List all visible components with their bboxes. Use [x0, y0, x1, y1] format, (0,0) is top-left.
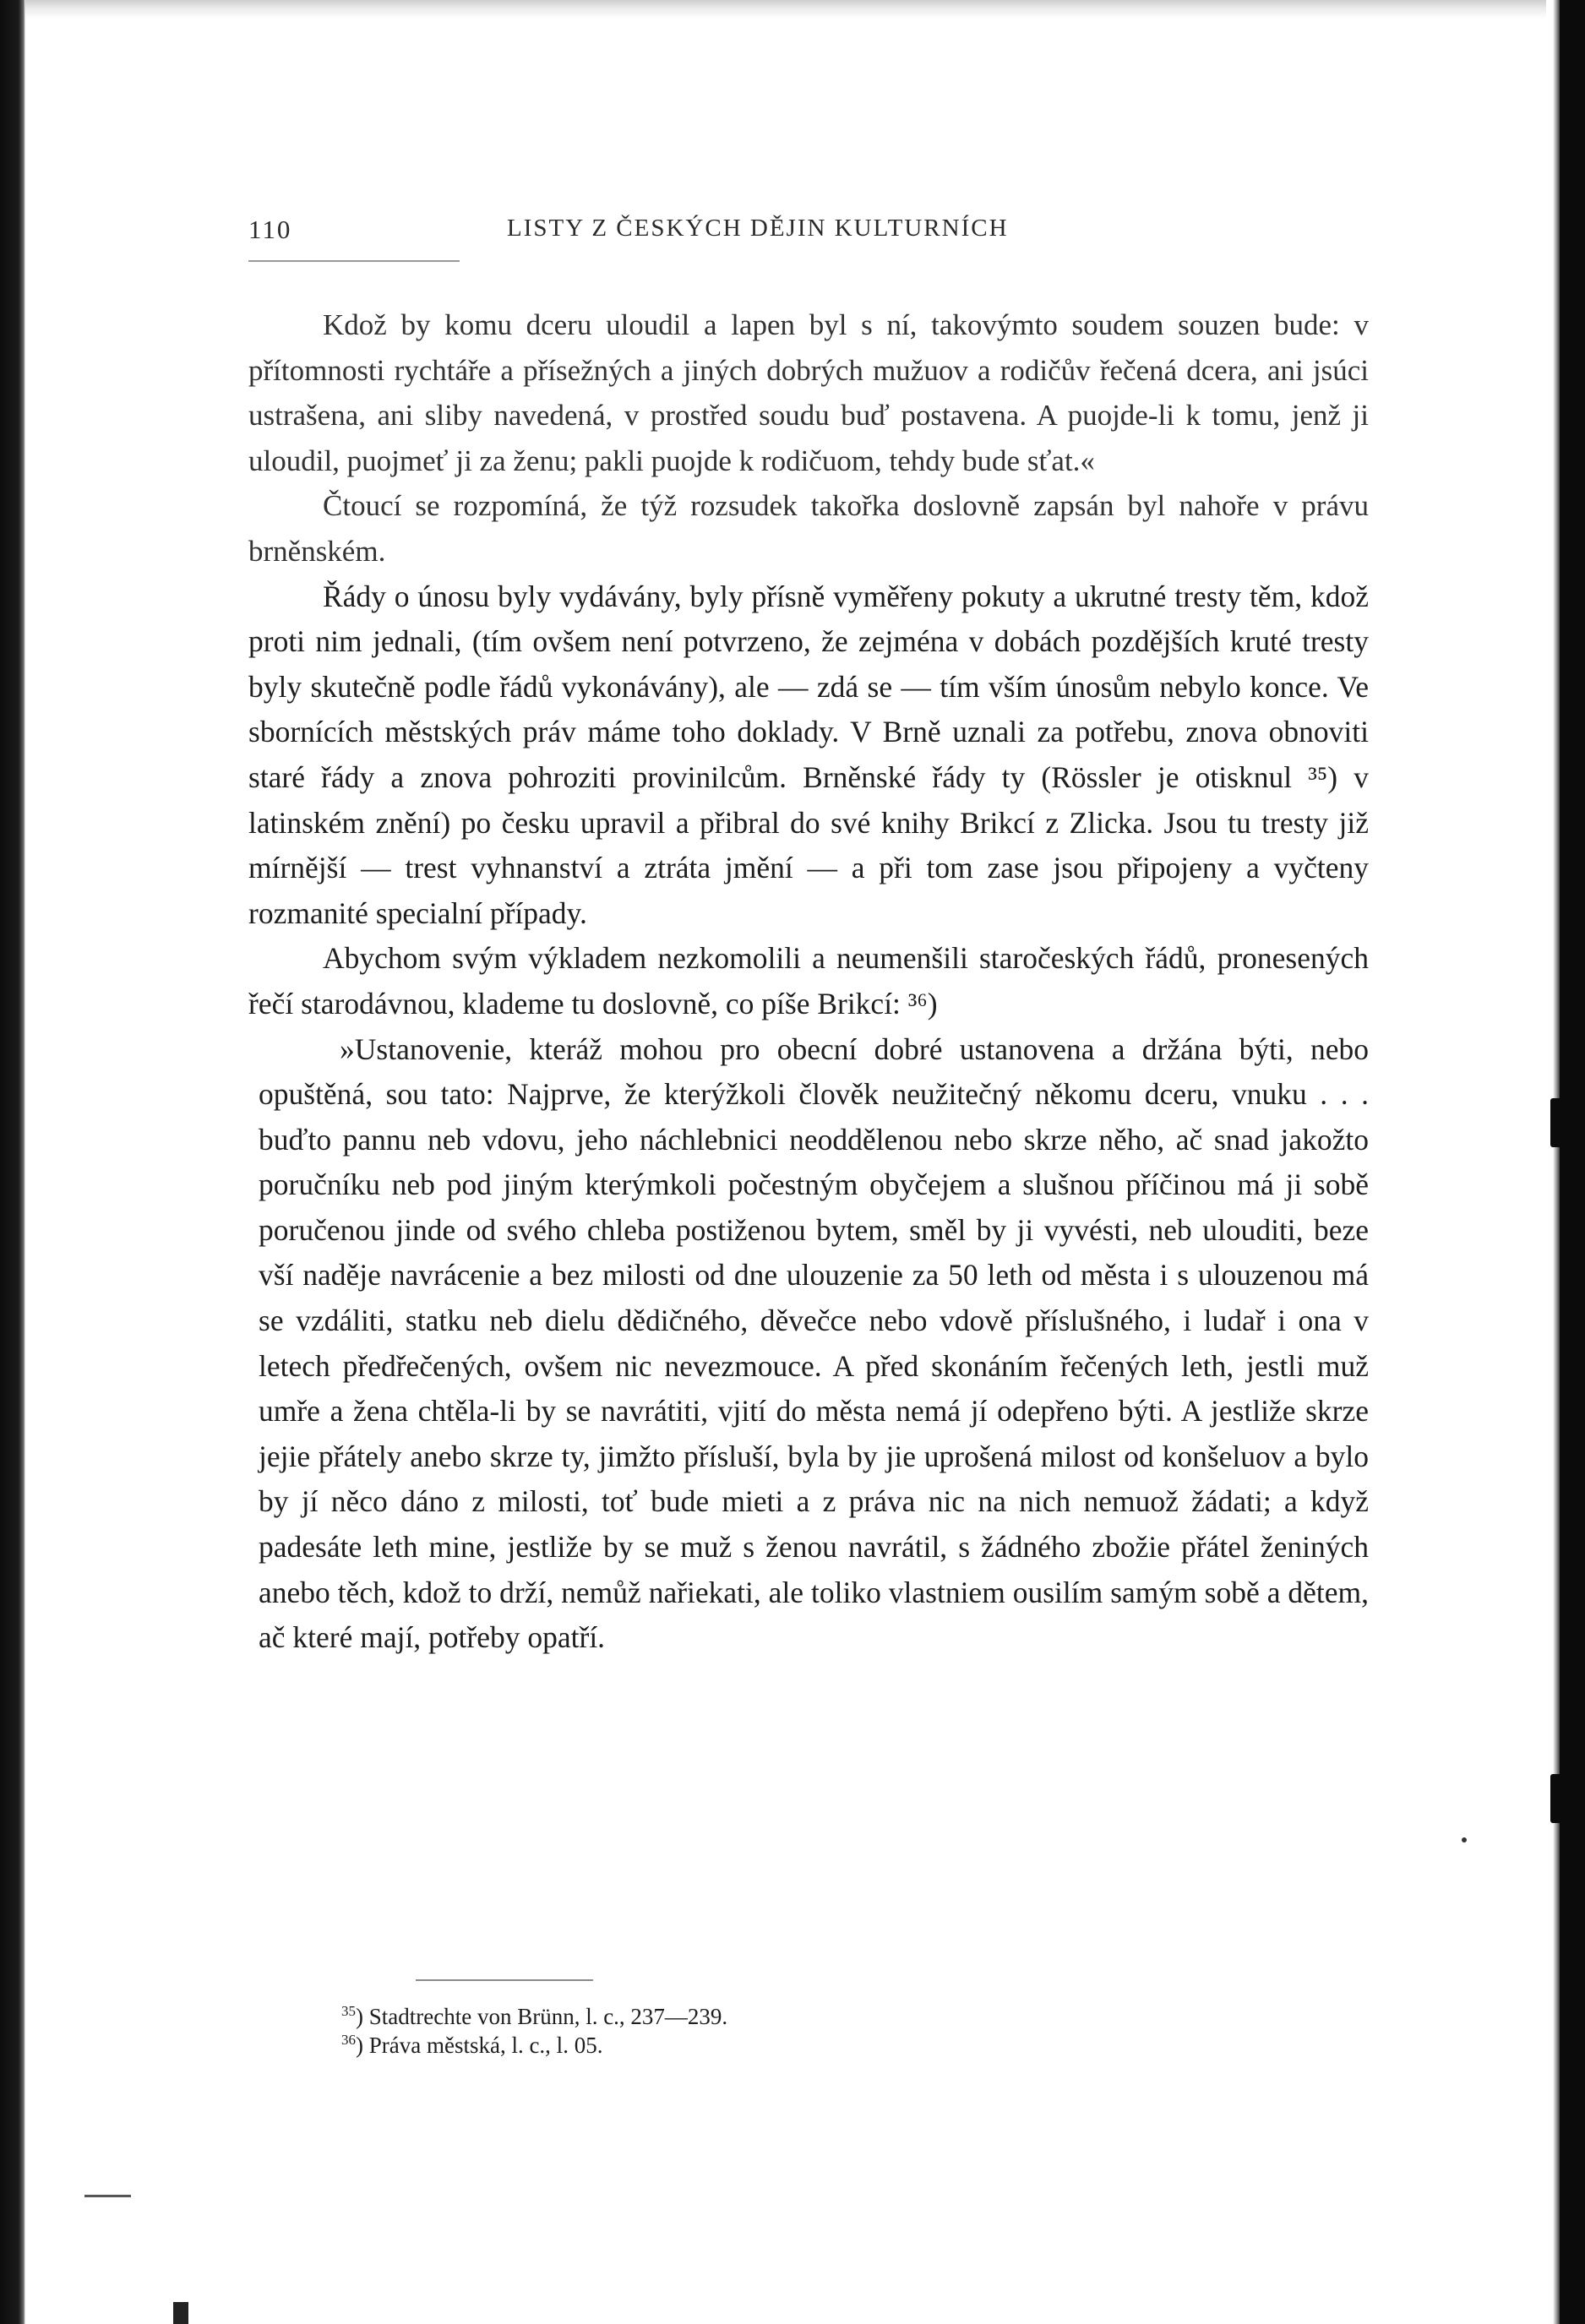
footnote: [341, 2002, 1102, 2031]
footnotes: [341, 2002, 1102, 2060]
paragraph: Řády o únosu byly vydávány, byly přísně vyměřeny pokuty a ukrutné tresty těm, kdož proti nim jednali, (tím ovšem není potvrzeno, že zejména v dobách pozdějších kruté tresty byly skutečně podle řádů vykonávány), ale — zdá se — tím vším únosům nebylo konce. Ve sbornících městských práv máme toho doklady. V Brně uznali za potřebu, znova obnoviti staré řády a znova pohroziti provinilcům. Brněnské řády ty (Rössler je otisknul ³⁵) v latinském znění) po česku upravil a přibral do své knihy Brikcí z Zlicka. Jsou tu tresty již mírnější — trest vyhnanství a ztráta jmění — a při tom zase jsou připojeny a vyčteny rozmanité specialní případy.: [248, 579, 1369, 930]
header-rule: [248, 260, 460, 262]
running-head: [248, 215, 1369, 253]
footnote-rule: [416, 1979, 593, 1981]
footnote-mark: 35: [341, 2003, 356, 2019]
binding-mark: [1550, 1098, 1562, 1147]
footnote-text: ) Práva městská, l. c., l. 05.: [356, 2033, 603, 2058]
quotation: »Ustanovenie, kteráž mohou pro obecní dobré ustanovena a držána býti, nebo opuštěná, sou tato: Najprve, že kterýžkoli člověk neužitečný někomu dceru, vnuku . . . buďto pannu neb vdovu, jeho náchlebnici neoddělenou nebo skrze něho, ač snad jakožto poručníku neb pod jiným kterýmkoli počestným obyčejem a slušnou příčinou má ji sobě poručenou jinde od svého chleba postiženou bytem, směl by ji vyvésti, neb ulouditi, beze vší naděje navrácenie a bez milosti od dne ulouzenie za 50 leth od města i s ulouzenou má se vzdáliti, statku neb dielu dědičného, děvečce nebo vdově příslušného, i ludař i ona v letech předřečených, ovšem nic nevezmouce. A před skonáním řečených leth, jestli muž umře a žena chtěla-li by se navrátiti, vjití do města nemá jí odepřeno býti. A jestliže skrze jejie přátely anebo skrze ty, jimžto přísluší, byla by jie uprošená milost od konšeluov a bylo by jí něco dáno z milosti, toť bude mieti a z práva nic na nich nemuož žádati; a když padesáte leth mine, jestliže by se muž s ženou navrátil, s žádného zbožie přátel ženiných anebo těch, kdož to drží, nemůž nařiekati, ale toliko vlastniem ousilím samým sobě a dětem, ač které mají, potřeby opatří.: [259, 1031, 1369, 1655]
binding-mark: [1550, 1774, 1562, 1823]
paragraph: Abychom svým výkladem nezkomolili a neumenšili staročeských řádů, pronesených řečí starodávnou, klademe tu doslovně, co píše Brikcí: ³⁶): [248, 941, 1369, 1020]
scan-edge-right: [1560, 0, 1585, 2324]
paragraph: Čtoucí se rozpomíná, že týž rozsudek takořka doslovně zapsán byl nahoře v právu brněnském.: [248, 489, 1369, 568]
scan-edge-left: [0, 0, 25, 2324]
scan-shadow-top: [25, 0, 1546, 19]
footnote-text: ) Stadtrechte von Brünn, l. c., 237—239.: [356, 2004, 728, 2029]
scan-shadow-right: [1553, 0, 1560, 2324]
page-number: 110: [248, 215, 292, 244]
scan-speck: [173, 2302, 188, 2324]
body-text: [248, 302, 1369, 1661]
paragraph: Kdož by komu dceru uloudil a lapen byl s ní, takovýmto soudem souzen bude: v přítomnosti rychtáře a přísežných a jiných dobrých mužuov a rodičův řečená dcera, ani jsúci ustrašena, ani sliby navedená, v prostřed soudu buď postavena. A puojde-li k tomu, jenž ji uloudil, puojmeť ji za ženu; pakli puojde k rodičuom, tehdy bude sťat.«: [248, 308, 1369, 477]
scan-speck: [1462, 1837, 1467, 1842]
scan-speck: [84, 2195, 131, 2197]
footnote-mark: 36: [341, 2032, 356, 2048]
footnote: [341, 2031, 1102, 2060]
running-title: LISTY Z ČESKÝCH DĚJIN KULTURNÍCH: [507, 215, 1009, 242]
